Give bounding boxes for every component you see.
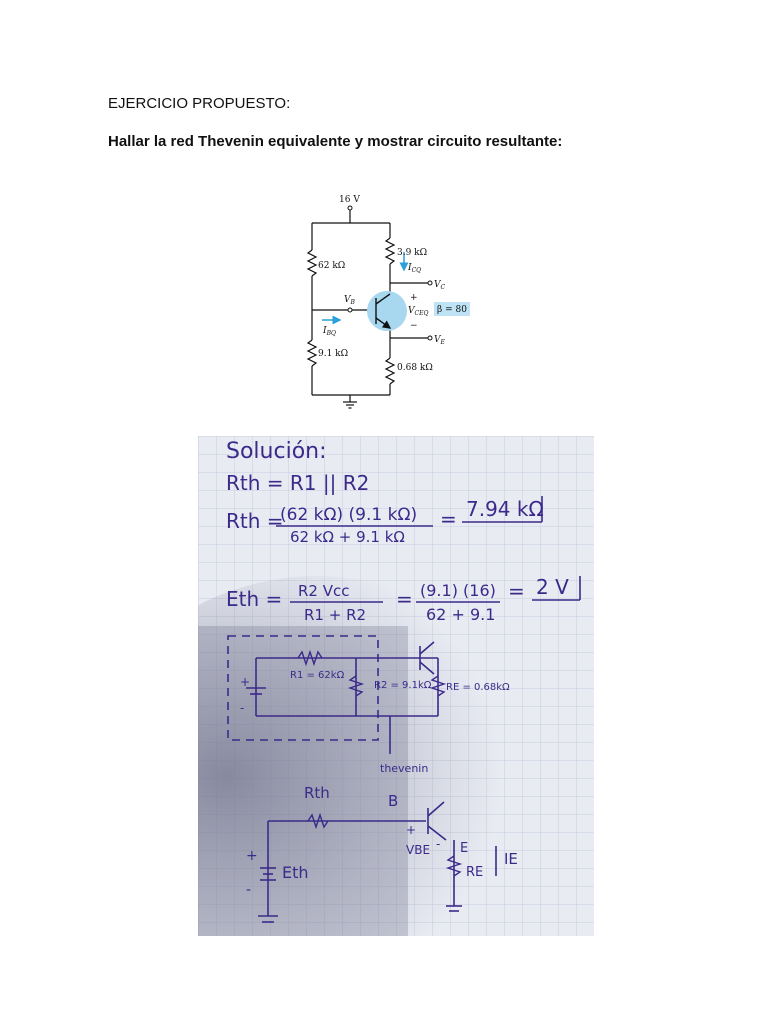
svg-text:+: + <box>406 823 417 837</box>
re-hand-label: RE = 0.68kΩ <box>446 682 510 693</box>
svg-text:ICQ: $I_{CQ}$ <box>408 263 422 274</box>
svg-text:−: − <box>410 321 418 331</box>
r2-label: 9.1 kΩ <box>318 349 349 359</box>
svg-text:IBQ: $I_{BQ}$ <box>323 326 336 337</box>
circuit-diagram <box>300 190 480 420</box>
vbe-label: VBE <box>406 843 431 857</box>
svg-text:+: + <box>246 848 258 864</box>
r1-label: 62 kΩ <box>318 261 346 271</box>
resistor-r2 <box>308 340 316 366</box>
re-label: 0.68 kΩ <box>397 363 433 373</box>
re-small-label: RE <box>466 865 484 880</box>
solution-heading: Solución: <box>226 439 327 464</box>
instruction-text: Hallar la red Thevenin equivalente y mostrar circuito resultante: <box>108 133 563 150</box>
thevenin-label: thevenin <box>380 762 429 775</box>
eth-num2: (9.1) (16) <box>420 581 496 600</box>
rth-result: 7.94 kΩ <box>466 497 544 521</box>
svg-text:VB: $V_B$ <box>344 295 355 306</box>
svg-text:VC: $V_C$ <box>434 280 446 291</box>
eth-result: 2 V <box>536 575 569 599</box>
svg-text:VE: $V_E$ <box>434 335 445 346</box>
svg-text:+: + <box>410 293 418 303</box>
svg-text:-: - <box>436 837 441 851</box>
svg-text:-: - <box>240 701 245 715</box>
r1-hand-label: R1 = 62kΩ <box>290 670 345 681</box>
svg-text:-: - <box>246 882 252 898</box>
rth-small-label: Rth <box>304 784 330 802</box>
svg-text:=: = <box>396 587 413 611</box>
svg-text:+: + <box>240 675 251 689</box>
eth-numerator: R2 Vcc <box>298 582 350 600</box>
e-label: E <box>460 841 469 856</box>
r2-hand-label: R2 = 9.1kΩ <box>374 680 432 691</box>
eth-den2: 62 + 9.1 <box>426 605 496 624</box>
supply-label: 16 V <box>339 195 360 205</box>
svg-text:=: = <box>508 579 525 603</box>
rth-label: Rth = <box>226 509 284 533</box>
rth-formula: Rth = R1 || R2 <box>226 471 370 495</box>
handwritten-solution-photo <box>198 436 594 936</box>
ie-label: IE <box>504 850 518 868</box>
eth-label: Eth = <box>226 587 283 611</box>
beta-label: β = 80 <box>437 305 467 315</box>
svg-text:VCEQ: $V_{CEQ}$ <box>408 306 429 317</box>
rc-label: 3.9 kΩ <box>397 248 428 258</box>
svg-text:=: = <box>440 507 457 531</box>
resistor-re <box>386 358 394 384</box>
resistor-r1 <box>308 250 316 276</box>
eth-denominator: R1 + R2 <box>304 606 367 624</box>
resistor-rc <box>386 238 394 264</box>
rth-numerator: (62 kΩ) (9.1 kΩ) <box>280 505 418 525</box>
eth-source-label: Eth <box>282 863 309 882</box>
rth-denominator: 62 kΩ + 9.1 kΩ <box>290 528 405 546</box>
b-label: B <box>388 792 399 810</box>
exercise-title: EJERCICIO PROPUESTO: <box>108 95 291 112</box>
